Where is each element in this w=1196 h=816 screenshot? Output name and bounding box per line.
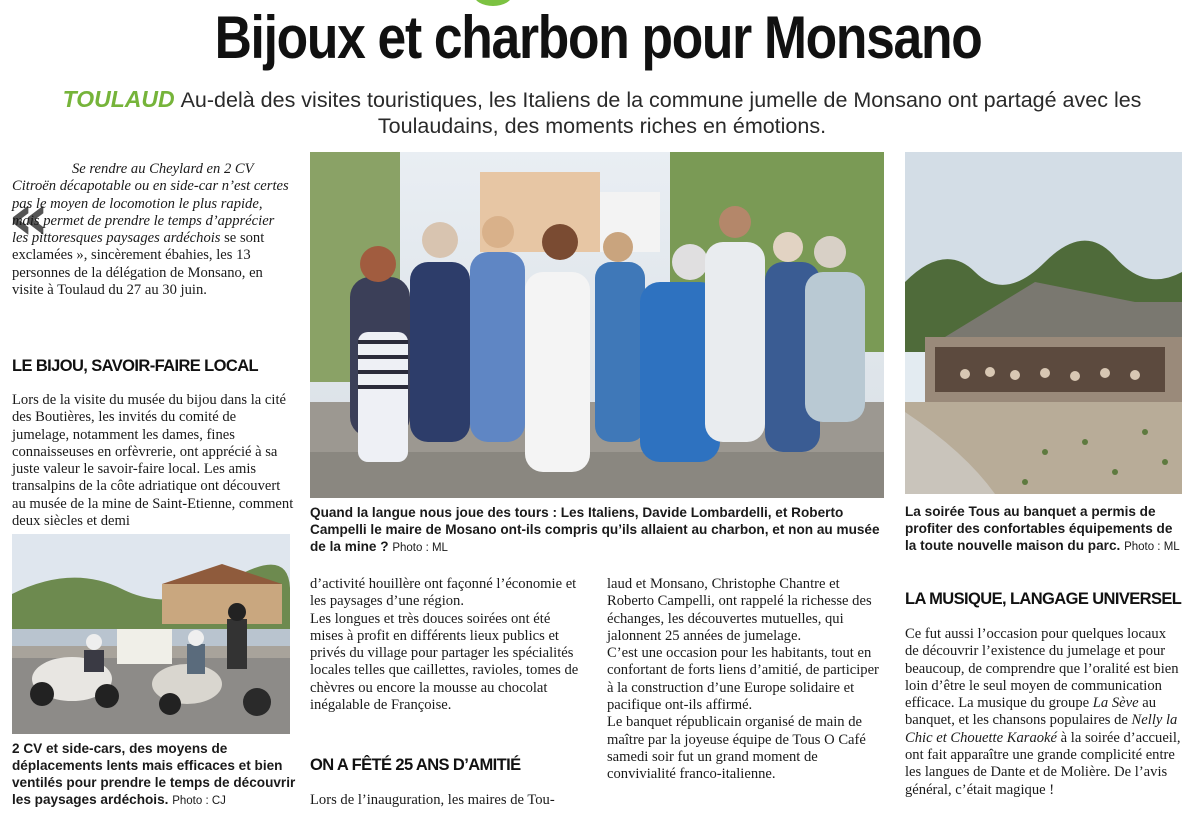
section-title-amitie: ON A FÊTÉ 25 ANS D’AMITIÉ (310, 756, 521, 774)
col4-text (905, 626, 1183, 799)
karaoke-name: Nelly la Chic et Chouette Karaoké (905, 712, 1178, 746)
section-title-musique: LA MUSIQUE, LANGAGE UNIVERSEL (905, 590, 1182, 608)
caption-sidecars-text: 2 CV et side-cars, des moyens de déplacements lents mais efficaces et bien ventilés pour prendre le temps de découvrir les paysages ardéchois. (12, 741, 296, 807)
caption-park-house (905, 503, 1185, 556)
caption-sidecars-credit: Photo : CJ (172, 795, 226, 807)
photo-group (310, 152, 884, 498)
lead-quote: Se rendre au Cheylard en 2 CV Citroën décapotable ou en side-car n’est certes pas le moyen de locomotion le plus rapide, mais permet de prendre le temps d’apprécier les pittoresques paysages ardéchois (12, 161, 289, 247)
col4-text-3: à la soirée d’accueil, ont fait apparaître une grande complicité entre les langues de Dante et de Molière. De l’avis général, c’était magique ! (905, 729, 1181, 798)
caption-sidecars (12, 740, 296, 810)
deck (22, 86, 1182, 139)
caption-group (310, 504, 880, 557)
section-bijou-text (12, 392, 295, 530)
col2-paragraph-1: d’activité houillère ont façonné l’économie et les paysages d’une région. (310, 576, 577, 610)
col4-paragraph (905, 626, 1183, 799)
col4-text-1: Ce fut aussi l’occasion pour quelques locaux de découvrir l’existence du jumelage et pour beaucoup, de comprendre que l’oralité est bien loin d’être le seul moyen de communication efficace. La musique du groupe (905, 626, 1179, 712)
deck-place: TOULAUD (62, 86, 175, 112)
band-name: La Sève (1092, 695, 1139, 712)
section-title-bijou: LE BIJOU, SAVOIR-FAIRE LOCAL (12, 357, 258, 375)
photo-sidecars (12, 534, 290, 734)
lead-paragraph (12, 161, 290, 299)
caption-group-text: Quand la langue nous joue des tours : Les Italiens, Davide Lombardelli, et Roberto Campelli le maire de Mosano ont-ils compris qu’ils allaient au charbon, et non au musée de la mine ? (310, 505, 880, 554)
lead-rest: se sont exclamées », sincèrement ébahies, les 13 personnes de la délégation de Monsano, en visite à Toulaud du 27 au 30 juin. (12, 230, 265, 299)
section-bijou-paragraph: Lors de la visite du musée du bijou dans la cité des Boutières, les invités du comité de jumelage, notamment les dames, fines connaisseuses en orfèvrerie, ont apprécié à sa juste valeur le savoir-faire local. Les amis transalpins de la côte adriatique ont découvert au musée de la mine de Saint-Etienne, comment deux siècles et demi (12, 392, 294, 530)
col3-paragraph-2: C’est une occasion pour les habitants, tout en confortant de forts liens d’amitié, de participer à la construction d’une Europe solidaire et pacifique ont-ils affirmé. (607, 645, 879, 714)
col3-paragraph-3: Le banquet républicain organisé de main de maître par la joyeuse équipe de Tous O Café samedi soir fut un grand moment de convivialité franco-italienne. (607, 714, 866, 783)
col3-text (607, 576, 883, 784)
deck-text: Au-delà des visites touristiques, les Italiens de la commune jumelle de Monsano ont partagé avec les Toulaudains, des moments riches en émotions. (180, 88, 1142, 138)
col4-text-2: au banquet, et les chansons populaires de (905, 695, 1156, 729)
photo-park-house (905, 152, 1182, 494)
caption-park-house-text: La soirée Tous au banquet a permis de profiter des confortables équipements de la toute nouvelle maison du parc. (905, 504, 1173, 553)
col2-paragraph-2: Les longues et très douces soirées ont été mises à profit en différents lieux publics et privés du village pour partager les spécialités locales telles que caillettes, ravioles, tomes de chèvres ou encore la mousse au chocolat inégalable de Françoise. (310, 610, 579, 714)
quote-mark-icon: « (8, 181, 50, 255)
col2-text (310, 576, 582, 714)
col2-paragraph-3: Lors de l’inauguration, les maires de Tou- (310, 792, 555, 808)
caption-park-house-credit: Photo : ML (1124, 541, 1180, 553)
headline: Bijoux et charbon pour Monsano (214, 4, 982, 71)
caption-group-credit: Photo : ML (392, 542, 448, 554)
col3-paragraph-1: laud et Monsano, Christophe Chantre et Roberto Campelli, ont rappelé la richesse des échanges, les découvertes mutuelles, qui jalonnent 25 années de jumelage. (607, 576, 872, 644)
